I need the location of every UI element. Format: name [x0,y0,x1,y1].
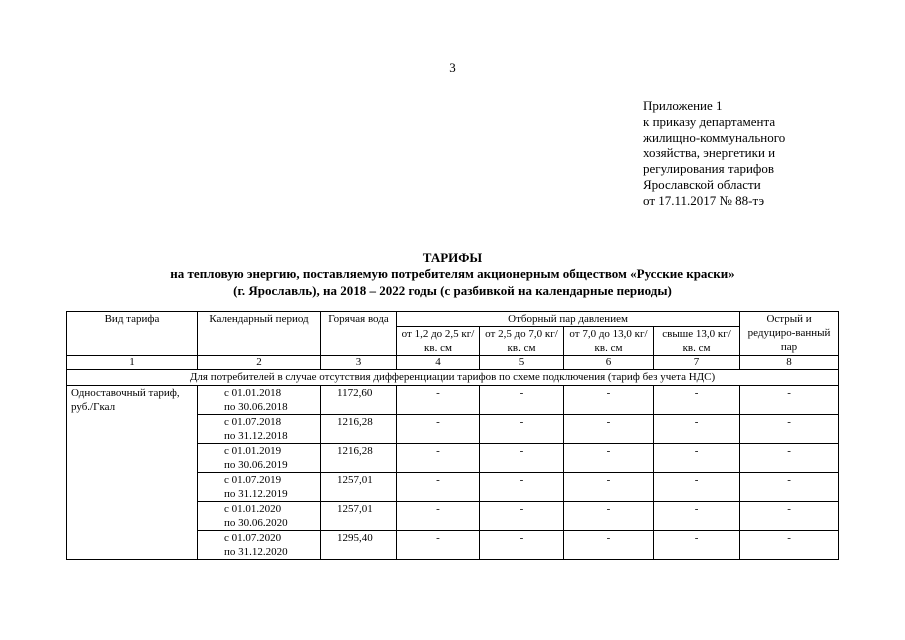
steam-2-value: - [480,473,564,502]
period-to: по 30.06.2019 [224,459,288,471]
steam-1-value: - [397,415,480,444]
hot-water-value: 1216,28 [321,444,397,473]
header-steam-3: от 7,0 до 13,0 кг/кв. см [564,327,654,356]
period-cell [198,444,321,473]
appendix-block [643,98,785,209]
steam-2-value: - [480,415,564,444]
sharp-steam-value: - [740,444,839,473]
steam-3-value: - [564,415,654,444]
column-number: 6 [564,356,654,370]
period-from: с 01.07.2019 [224,474,282,486]
steam-4-value: - [654,386,740,415]
document-subtitle-line-2: (г. Ярославль), на 2018 – 2022 годы (с разбивкой на календарные периоды) [233,283,672,298]
column-number: 7 [654,356,740,370]
header-row [67,312,839,327]
steam-3-value: - [564,531,654,560]
steam-2-value: - [480,531,564,560]
document-subtitle-line-1: на тепловую энергию, поставляемую потребителям акционерным обществом «Русские краски» [170,266,735,281]
section-title: Для потребителей в случае отсутствия дифференциации тарифов по схеме подключения (тариф без учета НДС) [67,370,839,386]
column-number: 1 [67,356,198,370]
appendix-line: от 17.11.2017 № 88-тэ [643,192,765,208]
period-from: с 01.01.2018 [224,387,282,399]
column-number: 2 [198,356,321,370]
steam-3-value: - [564,386,654,415]
header-period: Календарный период [198,312,321,356]
steam-2-value: - [480,386,564,415]
period-cell [198,386,321,415]
steam-3-value: - [564,444,654,473]
period-to: по 30.06.2018 [224,401,288,413]
steam-1-value: - [397,473,480,502]
sharp-steam-value: - [740,502,839,531]
steam-3-value: - [564,502,654,531]
column-number: 3 [321,356,397,370]
hot-water-value: 1216,28 [321,415,397,444]
tariff-type-cell: Одноставочный тариф, руб./Гкал [67,386,198,560]
hot-water-value: 1257,01 [321,473,397,502]
steam-1-value: - [397,502,480,531]
period-cell [198,531,321,560]
header-steam-4: свыше 13,0 кг/кв. см [654,327,740,356]
steam-4-value: - [654,502,740,531]
period-cell [198,502,321,531]
steam-4-value: - [654,531,740,560]
sharp-steam-value: - [740,386,839,415]
period-from: с 01.01.2019 [224,445,282,457]
appendix-line: жилищно-коммунального [643,129,786,145]
header-tariff-type: Вид тарифа [67,312,198,356]
period-from: с 01.07.2018 [224,416,282,428]
header-hot-water: Горячая вода [321,312,397,356]
appendix-line: к приказу департамента [643,113,776,129]
hot-water-value: 1172,60 [321,386,397,415]
hot-water-value: 1257,01 [321,502,397,531]
steam-4-value: - [654,415,740,444]
steam-4-value: - [654,444,740,473]
header-steam-2: от 2,5 до 7,0 кг/кв. см [480,327,564,356]
appendix-line: регулирования тарифов [643,161,774,177]
appendix-line: Приложение 1 [643,98,723,113]
hot-water-value: 1295,40 [321,531,397,560]
document-title: ТАРИФЫ [422,250,483,265]
header-steam-group: Отборный пар давлением [397,312,740,327]
period-cell [198,473,321,502]
page-number: 3 [449,60,456,75]
appendix-line: хозяйства, энергетики и [643,145,776,161]
sharp-steam-value: - [740,415,839,444]
steam-3-value: - [564,473,654,502]
appendix-line: Ярославской области [643,176,761,192]
section-row [67,370,839,386]
column-number: 8 [740,356,839,370]
period-to: по 31.12.2018 [224,430,288,442]
sharp-steam-value: - [740,531,839,560]
period-cell [198,415,321,444]
steam-2-value: - [480,502,564,531]
steam-4-value: - [654,473,740,502]
period-to: по 30.06.2020 [224,517,288,529]
period-from: с 01.01.2020 [224,503,282,515]
column-number: 4 [397,356,480,370]
steam-1-value: - [397,531,480,560]
period-from: с 01.07.2020 [224,532,282,544]
column-number: 5 [480,356,564,370]
table-row [67,386,839,415]
sharp-steam-value: - [740,473,839,502]
steam-1-value: - [397,444,480,473]
period-to: по 31.12.2020 [224,546,288,558]
steam-2-value: - [480,444,564,473]
tariffs-table [66,311,839,560]
header-sharp-steam: Острый и редуциро-ванный пар [740,312,839,356]
column-numbers-row [67,356,839,370]
steam-1-value: - [397,386,480,415]
header-steam-1: от 1,2 до 2,5 кг/кв. см [397,327,480,356]
period-to: по 31.12.2019 [224,488,288,500]
